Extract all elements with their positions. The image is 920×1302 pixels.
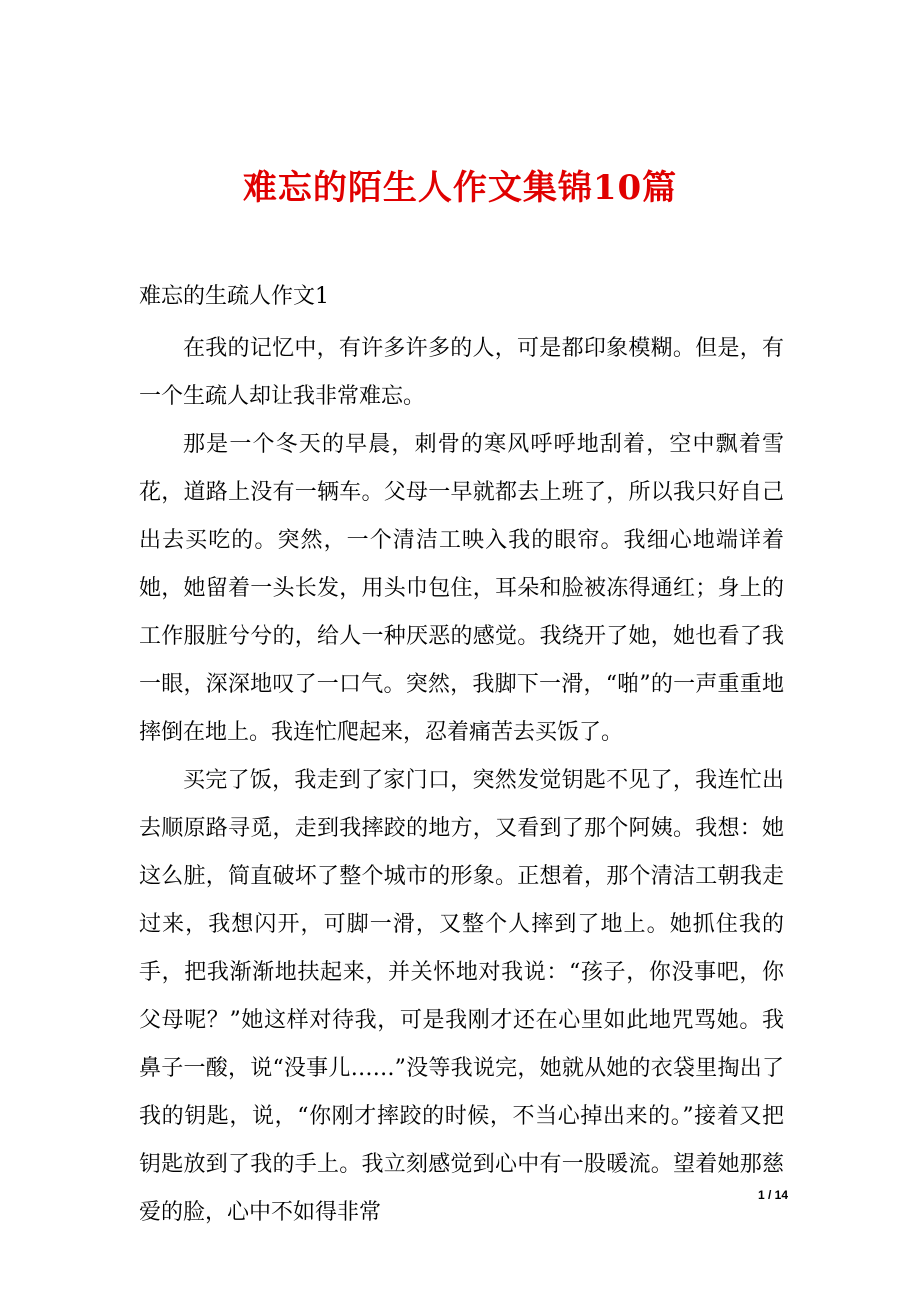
paragraph-1: 在我的记忆中，有许多许多的人，可是都印象模糊。但是，有一个生疏人却让我非常难忘。 <box>139 336 784 409</box>
document-title: 难忘的陌生人作文集锦10篇 <box>242 167 678 208</box>
paragraph-2: 那是一个冬天的早晨，刺骨的寒风呼呼地刮着，空中飘着雪花，道路上没有一辆车。父母一早就都去上班了，所以我只好自己出去买吃的。突然，一个清洁工映入我的眼帘。我细心地端详着她，她留着一头长发，用头巾包住，耳朵和脸被冻得通红；身上的工作服脏兮兮的，给人一种厌恶的感觉。我绕开了她，她也看了我一眼，深深地叹了一口气。突然，我脚下一滑，“啪”的一声重重地摔倒在地上。我连忙爬起来，忍着痛苦去买饭了。 <box>139 432 784 745</box>
document-body <box>139 277 784 1237</box>
paragraph-3: 买完了饭，我走到了家门口，突然发觉钥匙不见了，我连忙出去顺原路寻觅，走到我摔跤的地方，又看到了那个阿姨。我想：她这么脏，简直破坏了整个城市的形象。正想着，那个清洁工朝我走过来，我想闪开，可脚一滑，又整个人摔到了地上。她抓住我的手，把我渐渐地扶起来，并关怀地对我说：“孩子，你没事吧，你父母呢？”她这样对待我，可是我刚才还在心里如此地咒骂她。我鼻子一酸，说“没事儿……”没等我说完，她就从她的衣袋里掏出了我的钥匙，说，“你刚才摔跤的时候，不当心掉出来的。”接着又把钥匙放到了我的手上。我立刻感觉到心中有一股暖流。望着她那慈爱的脸，心中不如得非常 <box>139 768 784 1225</box>
section-heading: 难忘的生疏人作文1 <box>139 284 329 309</box>
page-number: 1 / 14 <box>757 1188 788 1202</box>
